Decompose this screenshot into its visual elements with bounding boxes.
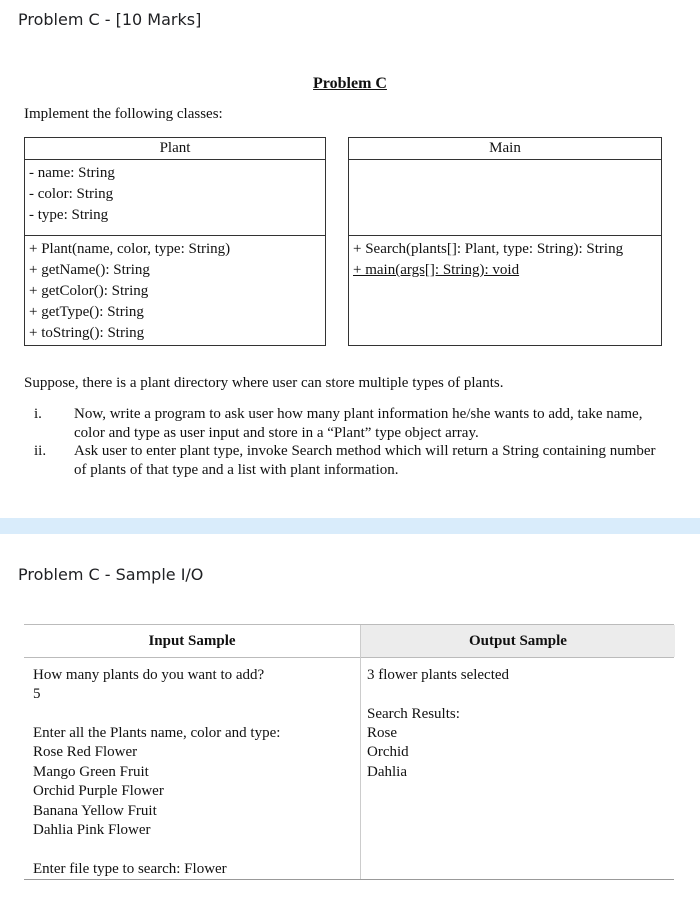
card-title-sample-io: Problem C - Sample I/O <box>18 565 204 584</box>
task-item <box>24 442 664 480</box>
input-line: Rose Red Flower <box>33 744 138 760</box>
table-bottom-border <box>24 879 674 880</box>
plant-methods <box>25 236 325 344</box>
plant-method: + Plant(name, color, type: String) <box>29 241 231 257</box>
task-item <box>24 405 664 443</box>
input-line: How many plants do you want to add? <box>33 667 265 683</box>
sample-io-table <box>24 624 674 880</box>
main-method: + Search(plants[]: Plant, type: String): String <box>353 241 624 257</box>
main-attributes <box>349 160 661 236</box>
input-sample-header: Input Sample <box>24 625 360 657</box>
plant-attributes <box>25 160 325 236</box>
task-number: i. <box>34 406 42 422</box>
output-line: Rose <box>367 725 397 741</box>
plant-method: + getColor(): String <box>29 283 149 299</box>
column-divider <box>360 656 361 880</box>
input-line: Dahlia Pink Flower <box>33 822 151 838</box>
input-line: Enter all the Plants name, color and type: <box>33 725 281 741</box>
input-line: Mango Green Fruit <box>33 764 149 780</box>
plant-attribute: - name: String <box>29 165 115 181</box>
plant-method: + getName(): String <box>29 262 150 278</box>
output-line: Search Results: <box>367 706 460 722</box>
task-text: Now, write a program to ask user how many plant information he/she wants to add, take name, color and type as user input and store in a “Plant” type object array. <box>74 406 643 441</box>
plant-method: + getType(): String <box>29 304 144 320</box>
intro-text: Implement the following classes: <box>24 106 223 122</box>
plant-class-name: Plant <box>25 138 325 160</box>
input-line: Banana Yellow Fruit <box>33 803 157 819</box>
input-line: Orchid Purple Flower <box>33 783 164 799</box>
main-class-diagram <box>348 137 662 346</box>
plant-method: + toString(): String <box>29 325 145 341</box>
card-title-problem: Problem C - [10 Marks] <box>18 10 202 29</box>
main-methods <box>349 236 661 281</box>
task-text: Ask user to enter plant type, invoke Search method which will return a String containing number of plants of that type and a list with plant information. <box>74 443 656 478</box>
output-sample-header: Output Sample <box>360 625 675 657</box>
section-divider <box>0 518 700 534</box>
output-line: Orchid <box>367 744 409 760</box>
plant-attribute: - color: String <box>29 186 114 202</box>
main-method-static: + main(args[]: String): void <box>353 262 520 278</box>
task-number: ii. <box>34 443 47 459</box>
plant-class-diagram <box>24 137 326 346</box>
output-line: 3 flower plants selected <box>367 667 510 683</box>
table-header-row <box>24 624 674 658</box>
output-line: Dahlia <box>367 764 407 780</box>
input-line: 5 <box>33 686 41 702</box>
input-line: Enter file type to search: Flower <box>33 861 227 877</box>
plant-attribute: - type: String <box>29 207 109 223</box>
problem-heading: Problem C <box>313 75 387 92</box>
problem-description: Suppose, there is a plant directory where user can store multiple types of plants. <box>24 375 504 391</box>
main-class-name: Main <box>349 138 661 160</box>
